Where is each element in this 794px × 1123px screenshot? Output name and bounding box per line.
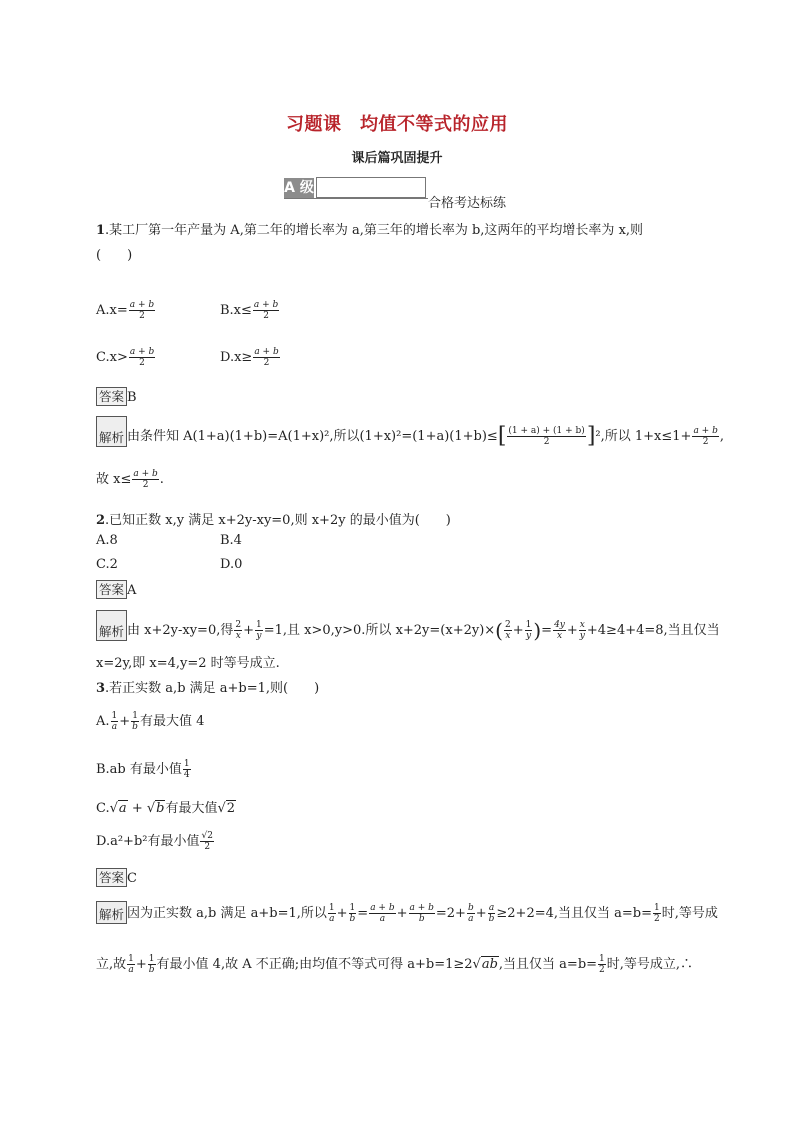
q1-stem: 1.某工厂第一年产量为 A,第二年的增长率为 a,第三年的增长率为 b,这两年的平均增长率为 x,则 — [96, 223, 644, 238]
q1-option-c: C.x> $\frac{a + b}{2}$ — [96, 347, 155, 368]
analysis-tag: 解析 — [96, 901, 127, 924]
q2-analysis-line2: x=2y,即 x=4,y=2 时等号成立. — [96, 656, 280, 671]
q1-option-a: A.x= $\frac{a + b}{2}$ — [96, 300, 155, 321]
answer-tag: 答案 — [96, 387, 127, 406]
q1-answer: 答案 B — [96, 387, 137, 406]
level-text: 合格考达标练 — [428, 196, 507, 211]
q1-analysis-line1: 解析 由条件知 A(1+a)(1+b)=A(1+x)²,所以(1+x)²=(1+a)(1+b)≤[ $\frac{(1 + a) + (1 + b)}{2}$ ]²,所以 1+x≤1+ $\frac{a + b}{2}$ , — [96, 416, 724, 447]
analysis-tag: 解析 — [96, 416, 127, 447]
analysis-tag: 解析 — [96, 610, 127, 641]
q1-option-b: B.x≤ $\frac{a + b}{2}$ — [220, 300, 279, 321]
q2-stem: 2.已知正数 x,y 满足 x+2y-xy=0,则 x+2y 的最小值为( ) — [96, 513, 451, 528]
q1-analysis-line2: 故 x≤ $\frac{a + b}{2}$ . — [96, 469, 164, 490]
level-box — [316, 177, 426, 198]
q1-paren: ( ) — [96, 248, 133, 263]
q2-analysis-line1: 解析 由 x+2y-xy=0,得 $\frac{2}{x}$ + $\frac{1}{y}$ =1,且 x>0,y>0.所以 x+2y=(x+2y)×( $\frac{2}{x}$ + $\frac{1}{y}$ )= $\frac{4y}{x}$ + $\frac{x}{y}$ +4≥4+4=8,当且仅当 — [96, 610, 720, 641]
q3-option-a: A. $\frac{1}{a}$ + $\frac{1}{b}$ 有最大值 4 — [96, 711, 205, 732]
level-badge: A 级 — [284, 180, 314, 196]
answer-tag: 答案 — [96, 580, 127, 599]
q3-analysis-line1: 解析 因为正实数 a,b 满足 a+b=1,所以 $\frac{1}{a}$ + $\frac{1}{b}$ = $\frac{a + b}{a}$ + $\frac{a + b}{b}$ =2+ $\frac{b}{a}$ + $\frac{a}{b}$ ≥2+2=4,当且仅当 a=b= $\frac{1}{2}$ 时,等号成 — [96, 901, 718, 924]
page-title: 习题课 均值不等式的应用 — [286, 114, 508, 135]
q1-option-d: D.x≥ $\frac{a + b}{2}$ — [220, 347, 279, 368]
q2-option-a: A.8 — [96, 533, 118, 548]
q3-option-d: D.a²+b²有最小值 $\frac{√2}{2}$ — [96, 831, 213, 852]
q3-option-b: B.ab 有最小值 $\frac{1}{4}$ — [96, 759, 190, 780]
q3-answer: 答案 C — [96, 868, 137, 887]
q2-option-c: C.2 — [96, 557, 118, 572]
q3-option-c: C.√a + √b有最大值√2 — [96, 801, 236, 816]
q3-stem: 3.若正实数 a,b 满足 a+b=1,则( ) — [96, 681, 320, 696]
answer-tag: 答案 — [96, 868, 127, 887]
level-underline — [284, 198, 428, 199]
q2-option-b: B.4 — [220, 533, 242, 548]
q2-answer: 答案 A — [96, 580, 136, 599]
section-subtitle: 课后篇巩固提升 — [351, 151, 443, 166]
q3-analysis-line2: 立,故 $\frac{1}{a}$ + $\frac{1}{b}$ 有最小值 4,故 A 不正确;由均值不等式可得 a+b=1≥2√ab,当且仅当 a=b= $\frac{1}{2}$ 时,等号成立,∴ — [96, 954, 694, 975]
q2-option-d: D.0 — [220, 557, 243, 572]
